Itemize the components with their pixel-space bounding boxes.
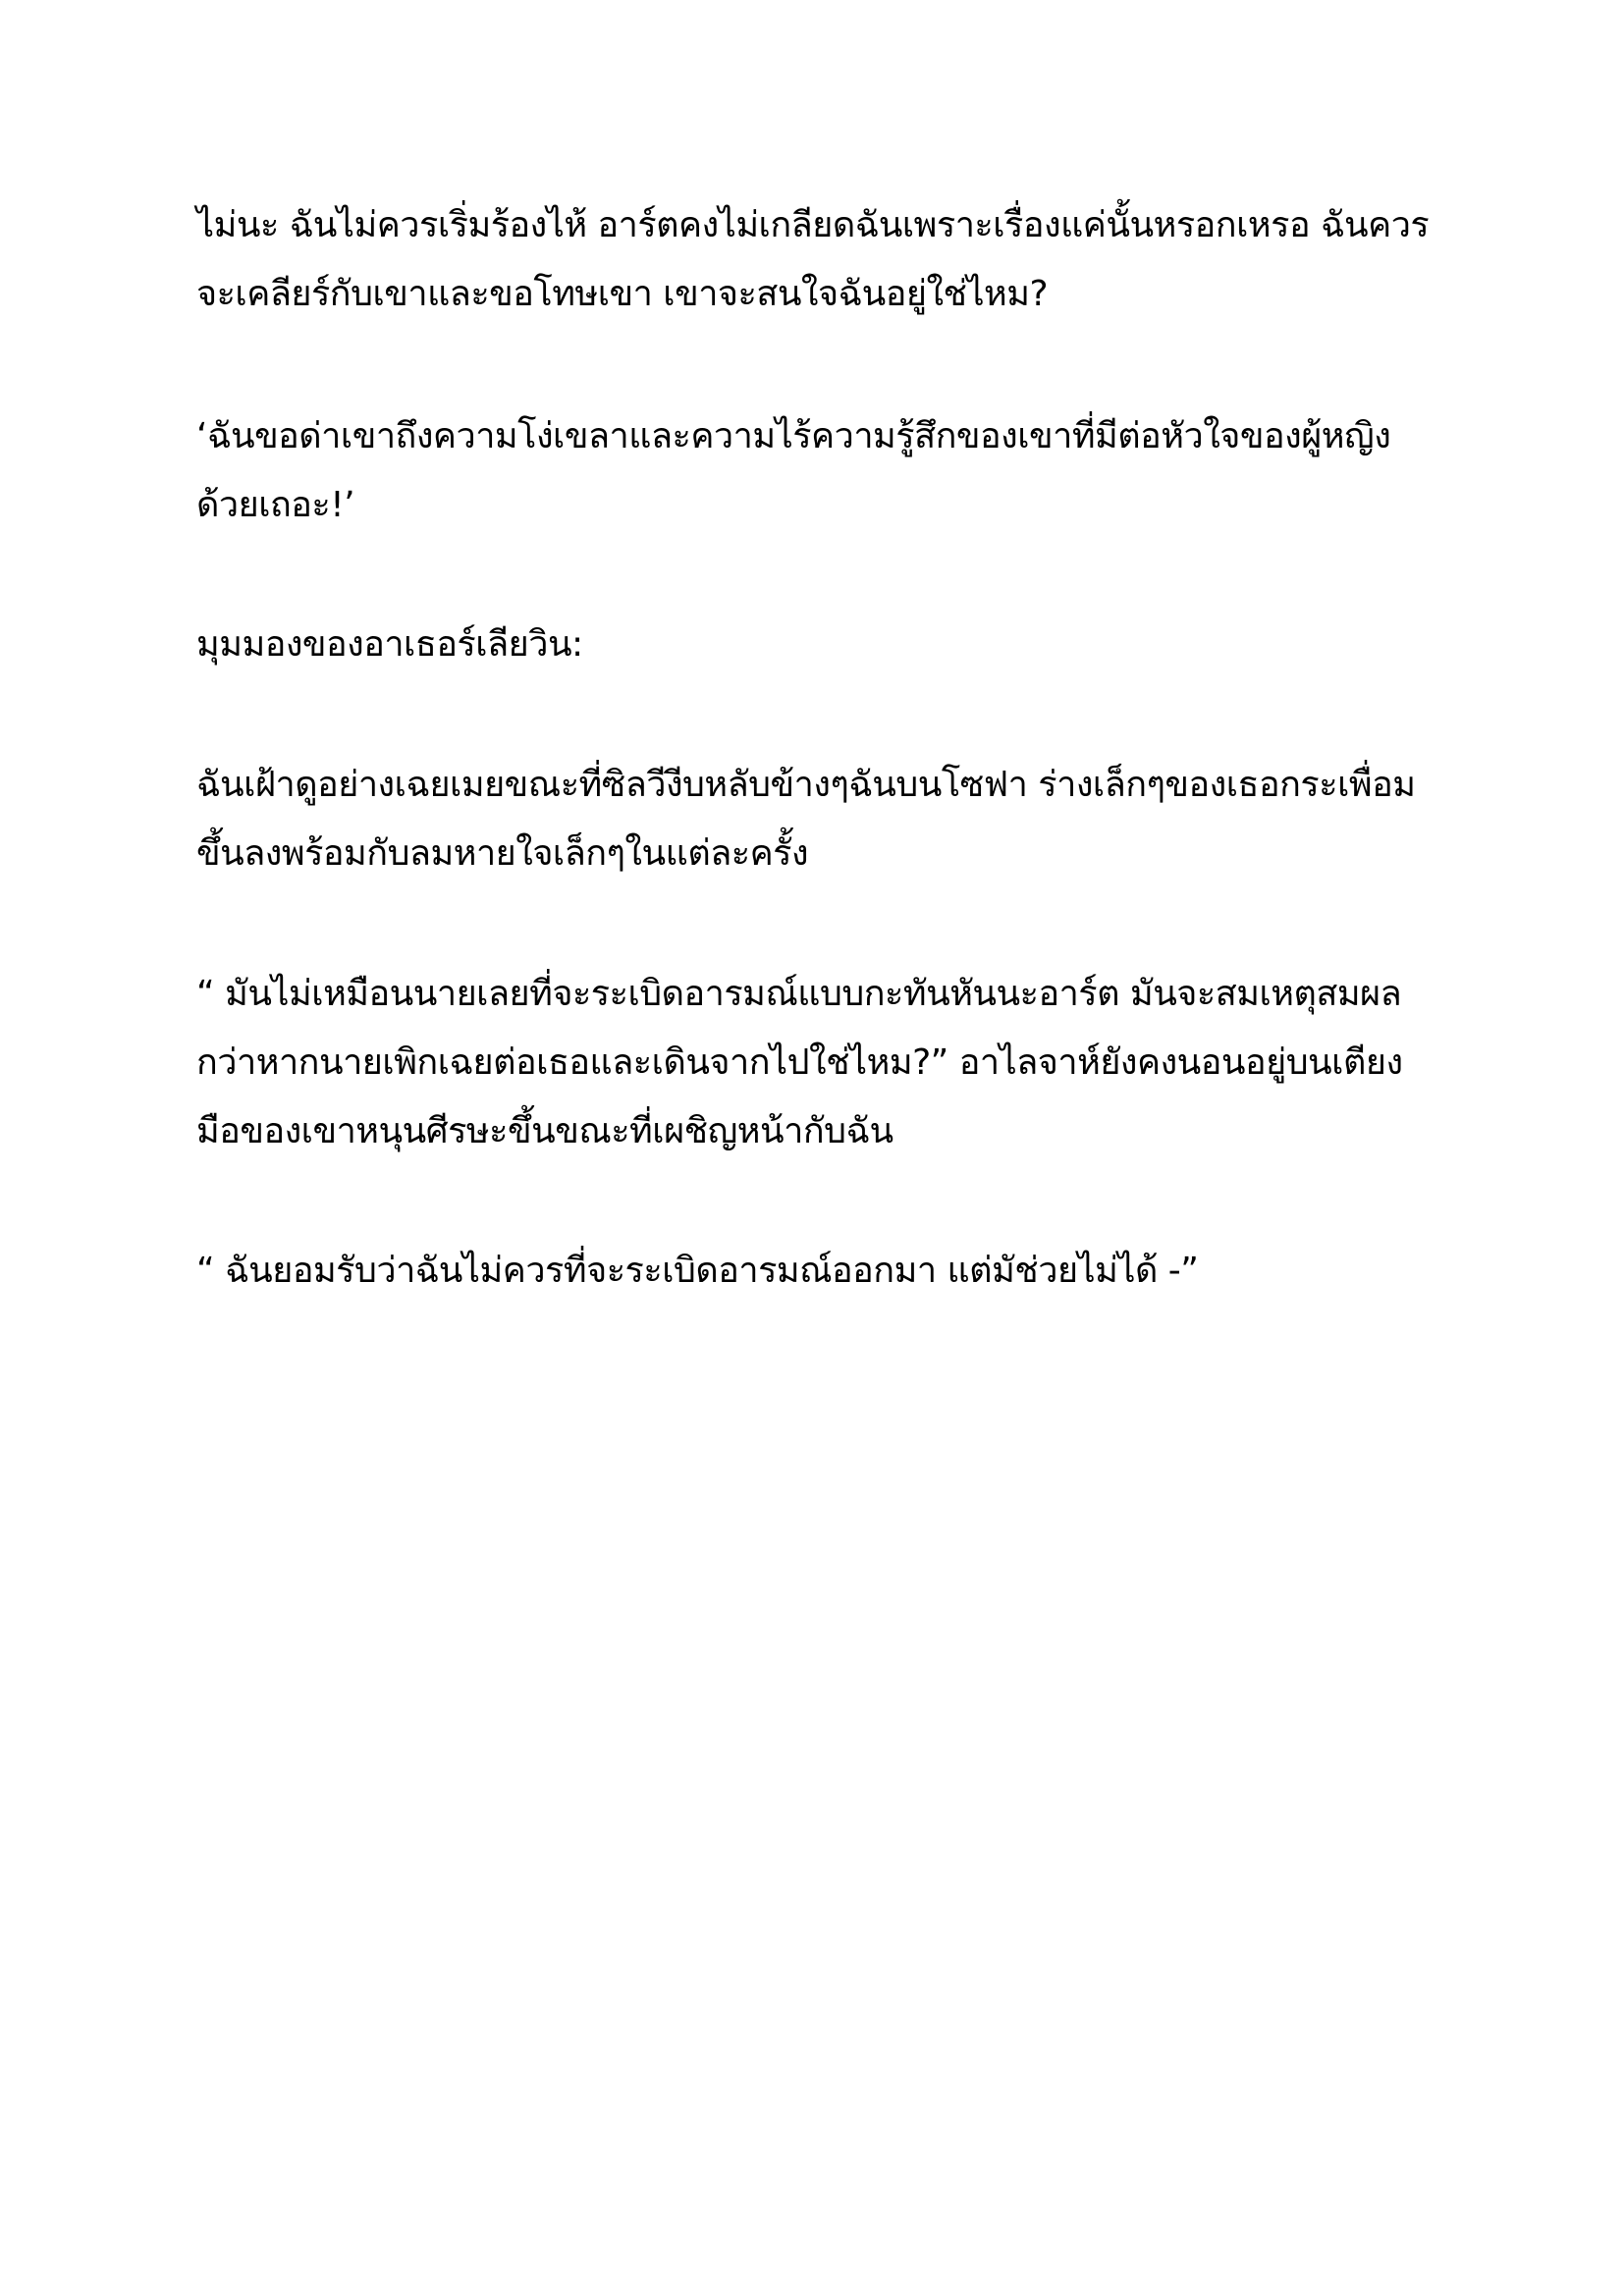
paragraph-5-line-3: มือของเขาหนุนศีรษะขึ้นขณะที่เผชิญหน้ากับฉัน [196, 1111, 893, 1151]
paragraph-1-line-2: จะเคลียร์กับเขาและขอโทษเขา เขาจะสนใจฉันอยู่ใช่ไหม? [196, 274, 1049, 314]
paragraph-1-line-1: ไม่นะ ฉันไม่ควรเริ่มร้องไห้ อาร์ตคงไม่เกลียดฉันเพราะเรื่องแค่นั้นหรอกเหรอ ฉันควร [196, 205, 1430, 245]
paragraph-4-line-1: ฉันเฝ้าดูอย่างเฉยเมยขณะที่ซิลวีงีบหลับข้างๆฉันบนโซฟา ร่างเล็กๆของเธอกระเพื่อม [196, 765, 1416, 805]
paragraph-2-line-2: ด้วยเถอะ!’ [196, 485, 355, 525]
paragraph-4-line-2: ขึ้นลงพร้อมกับลมหายใจเล็กๆในแต่ละครั้ง [196, 833, 809, 874]
paragraph-3-line-1: มุมมองของอาเธอร์เลียวิน: [196, 624, 583, 665]
paragraph-5-line-2: กว่าหากนายเพิกเฉยต่อเธอและเดินจากไปใช่ไหม?” อาไลจาห์ยังคงนอนอยู่บนเตียง [196, 1042, 1403, 1083]
paragraph-5-line-1: “ มันไม่เหมือนนายเลยที่จะระเบิดอารมณ์แบบกะทันหันนะอาร์ต มันจะสมเหตุสมผล [196, 974, 1402, 1014]
paragraph-2-line-1: ‘ฉันขอด่าเขาถึงความโง่เขลาและความไร้ความรู้สึกของเขาที่มีต่อหัวใจของผู้หญิง [196, 416, 1391, 456]
paragraph-6-line-1: “ ฉันยอมรับว่าฉันไม่ควรที่จะระเบิดอารมณ์ออกมา แต่มัช่วยไม่ได้ -” [196, 1251, 1199, 1291]
